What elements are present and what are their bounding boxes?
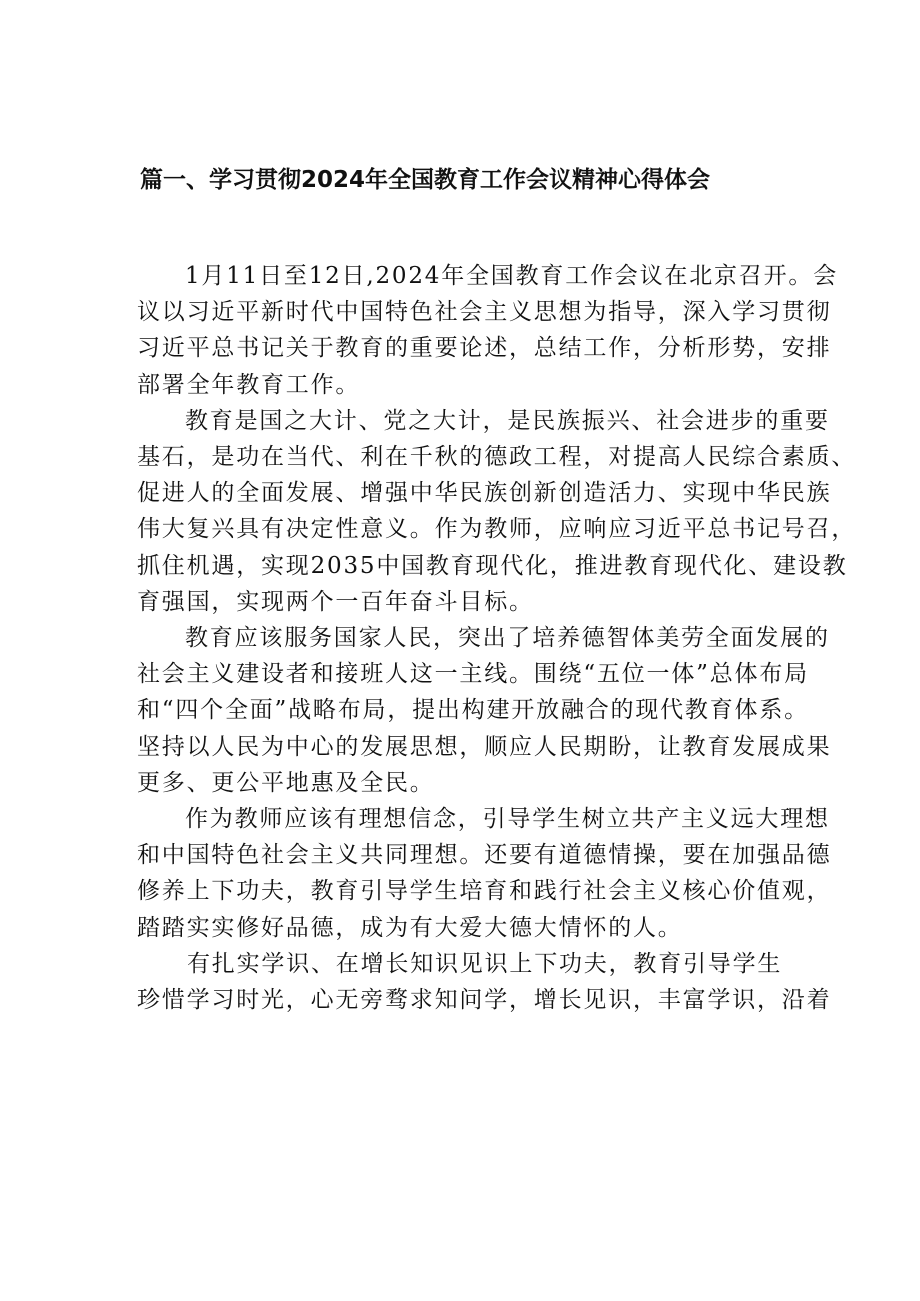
paragraph-line: 议以习近平新时代中国特色社会主义思想为指导，深入学习贯彻	[137, 299, 832, 326]
paragraph-line: 更多、更公平地惠及全民。	[137, 769, 435, 796]
paragraph-4	[137, 801, 832, 946]
document-title: 篇一、学习贯彻2024年全国教育工作会议精神心得体会	[140, 167, 711, 193]
document-body	[137, 258, 857, 1018]
paragraph-line: 作为教师应该有理想信念，引导学生树立共产主义远大理想	[185, 806, 830, 833]
paragraph-line: 踏踏实实修好品德，成为有大爱大德大情怀的人。	[137, 914, 683, 941]
paragraph-2	[137, 403, 857, 620]
paragraph-line: 部署全年教育工作。	[137, 371, 361, 398]
paragraph-3	[137, 620, 832, 801]
paragraph-line: 和“四个全面”战略布局，提出构建开放融合的现代教育体系。	[137, 697, 809, 724]
paragraph-line: 1月11日至12日,2024年全国教育工作会议在北京召开。会	[185, 263, 839, 289]
paragraph-1	[137, 258, 839, 403]
paragraph-line: 基石，是功在当代、利在千秋的德政工程，对提高人民综合素质、	[137, 444, 857, 471]
paragraph-5	[137, 946, 832, 1018]
paragraph-line: 社会主义建设者和接班人这一主线。围绕“五位一体”总体布局	[137, 661, 809, 688]
paragraph-line: 和中国特色社会主义共同理想。还要有道德情操，要在加强品德	[137, 842, 832, 869]
paragraph-line: 教育应该服务国家人民，突出了培养德智体美劳全面发展的	[185, 625, 830, 652]
paragraph-line: 修养上下功夫，教育引导学生培育和践行社会主义核心价值观，	[137, 878, 832, 905]
paragraph-line: 珍惜学习时光，心无旁骛求知问学，增长见识，丰富学识，沿着	[137, 987, 832, 1014]
paragraph-line: 有扎实学识、在增长知识见识上下功夫，教育引导学生	[187, 950, 783, 977]
paragraph-line: 伟大复兴具有决定性意义。作为教师，应响应习近平总书记号召，	[137, 516, 857, 543]
paragraph-line: 坚持以人民为中心的发展思想，顺应人民期盼，让教育发展成果	[137, 733, 832, 760]
paragraph-line: 促进人的全面发展、增强中华民族创新创造活力、实现中华民族	[137, 480, 832, 507]
paragraph-line: 育强国，实现两个一百年奋斗目标。	[137, 588, 534, 615]
paragraph-line: 习近平总书记关于教育的重要论述，总结工作，分析形势，安排	[137, 335, 832, 362]
paragraph-line: 教育是国之大计、党之大计，是民族振兴、社会进步的重要	[185, 407, 830, 434]
paragraph-line: 抓住机遇，实现2035中国教育现代化，推进教育现代化、建设教	[137, 552, 848, 579]
